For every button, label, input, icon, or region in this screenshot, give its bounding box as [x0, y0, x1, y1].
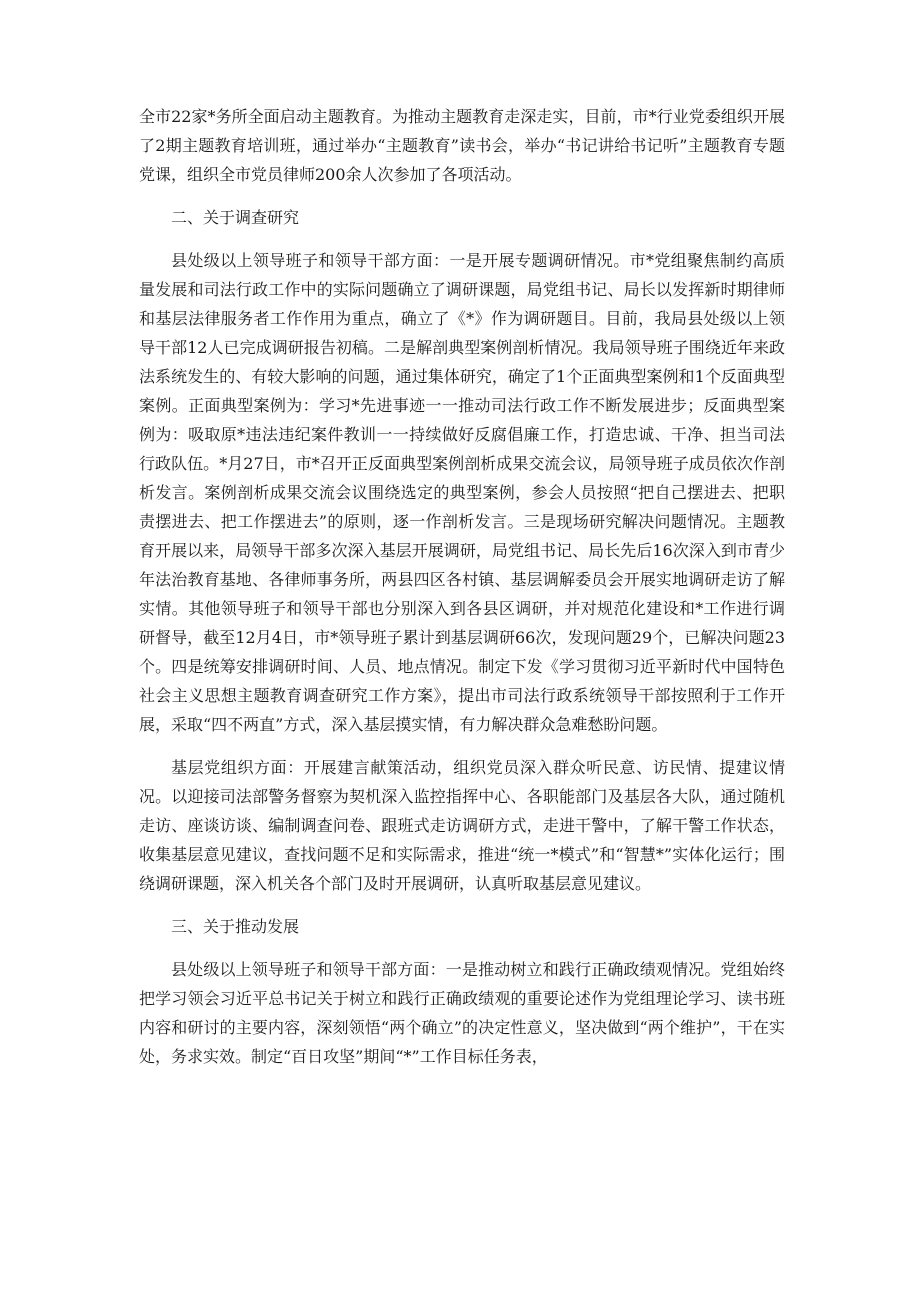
paragraph-leadership-development: 县处级以上领导班子和领导干部方面：一是推动树立和践行正确政绩观情况。党组始终把学习领会习近平总书记关于树立和践行正确政绩观的重要论述作为党组理论学习、读书班内容和研讨的主要内容，深刻领悟“两个确立”的决定性意义，坚决做到“两个维护”，干在实处，务求实效。制定“百日攻坚”期间“*”工作目标任务表， [139, 960, 785, 1066]
paragraph-intro: 全市22家*务所全面启动主题教育。为推动主题教育走深走实，目前，市*行业党委组织开展了2期主题教育培训班，通过举办“主题教育”读书会，举办“书记讲给书记听”主题教育专题党课，组织全市党员律师200余人次参加了各项活动。 [139, 107, 785, 184]
document-body [139, 102, 785, 1085]
section-heading-research: 二、关于调查研究 [171, 208, 300, 227]
section-heading-development: 三、关于推动发展 [171, 917, 300, 936]
paragraph-grassroots-research: 基层党组织方面：开展建言献策活动，组织党员深入群众听民意、访民情、提建议情况。以迎接司法部警务督察为契机深入监控指挥中心、各职能部门及基层各大队，通过随机走访、座谈访谈、编制调查问卷、跟班式走访调研方式，走进干警中，了解干警工作状态，收集基层意见建议，查找问题不足和实际需求，推进“统一*模式”和“智慧*”实体化运行；围绕调研课题，深入机关各个部门及时开展调研，认真听取基层意见建议。 [139, 758, 785, 893]
paragraph-leadership-research: 县处级以上领导班子和领导干部方面：一是开展专题调研情况。市*党组聚焦制约高质量发展和司法行政工作中的实际问题确立了调研课题，局党组书记、局长以发挥新时期律师和基层法律服务者工作作用为重点，确立了《*》作为调研题目。目前，我局县处级以上领导干部12人已完成调研报告初稿。二是解剖典型案例剖析情况。我局领导班子围绕近年来政法系统发生的、有较大影响的问题，通过集体研究，确定了1个正面典型案例和1个反面典型案例。正面典型案例为：学习*先进事迹一一推动司法行政工作不断发展进步；反面典型案例为：吸取原*违法违纪案件教训一一持续做好反腐倡廉工作，打造忠诚、干净、担当司法行政队伍。*月27日，市*召开正反面典型案例剖析成果交流会议，局领导班子成员依次作剖析发言。案例剖析成果交流会议围绕选定的典型案例，参会人员按照“把自己摆进去、把职责摆进去、把工作摆进去”的原则，逐一作剖析发言。三是现场研究解决问题情况。主题教育开展以来，局领导干部多次深入基层开展调研，局党组书记、局长先后16次深入到市青少年法治教育基地、各律师事务所，两县四区各村镇、基层调解委员会开展实地调研走访了解实情。其他领导班子和领导干部也分别深入到各县区调研，并对规范化建设和*工作进行调研督导，截至12月4日，市*领导班子累计到基层调研66次，发现问题29个，已解决问题23个。四是统筹安排调研时间、人员、地点情况。制定下发《学习贯彻习近平新时代中国特色社会主义思想主题教育调查研究工作方案》，提出市司法行政系统领导干部按照利于工作开展，采取“四不两直”方式，深入基层摸实情，有力解决群众急难愁盼问题。 [139, 251, 785, 734]
